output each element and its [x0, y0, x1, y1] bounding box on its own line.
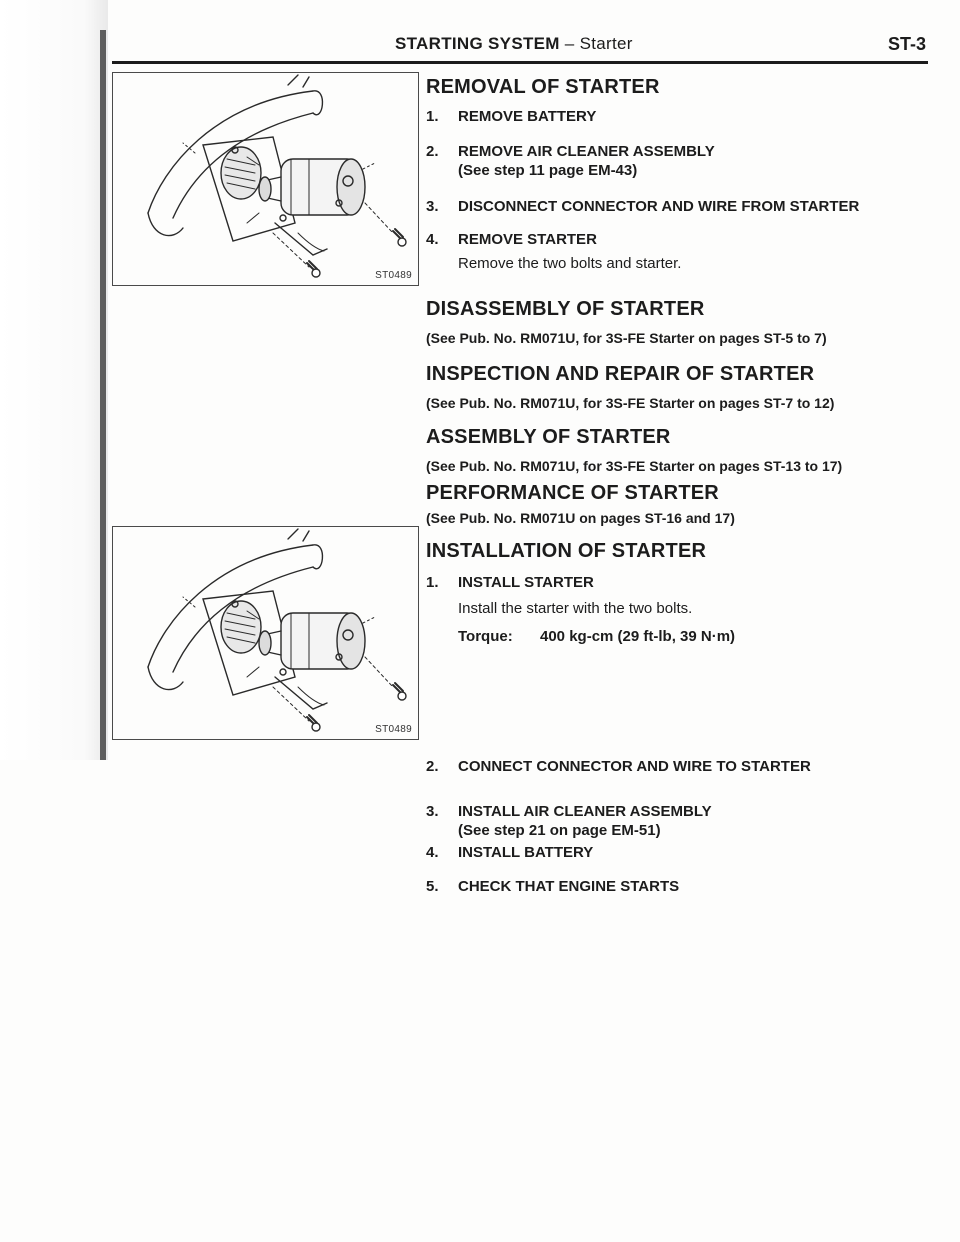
- install-step-1-detail: Install the starter with the two bolts.: [458, 600, 693, 617]
- heading-assembly: ASSEMBLY OF STARTER: [426, 426, 671, 448]
- heading-inspection: INSPECTION AND REPAIR OF STARTER: [426, 363, 815, 385]
- removal-step-2-note: (See step 11 page EM-43): [458, 162, 638, 179]
- removal-step-4: 4. REMOVE STARTER: [426, 231, 597, 248]
- install-step-1: 1. INSTALL STARTER: [426, 574, 594, 591]
- install-step-3: 3. INSTALL AIR CLEANER ASSEMBLY: [426, 803, 712, 820]
- install-step-2: 2. CONNECT CONNECTOR AND WIRE TO STARTER: [426, 758, 811, 775]
- heading-removal: REMOVAL OF STARTER: [426, 76, 660, 98]
- heading-installation: INSTALLATION OF STARTER: [426, 540, 707, 562]
- install-step-5: 5. CHECK THAT ENGINE STARTS: [426, 878, 680, 895]
- page-number: ST-3: [887, 34, 926, 54]
- ref-assembly: (See Pub. No. RM071U, for 3S-FE Starter on pages ST-13 to 17): [426, 458, 843, 474]
- figure-starter-installation: [112, 526, 419, 740]
- heading-performance: PERFORMANCE OF STARTER: [426, 482, 719, 504]
- removal-step-3: 3. DISCONNECT CONNECTOR AND WIRE FROM STARTER: [426, 198, 860, 215]
- header-rule: [112, 61, 928, 64]
- removal-step-2: 2. REMOVE AIR CLEANER ASSEMBLY: [426, 143, 715, 160]
- heading-disassembly: DISASSEMBLY OF STARTER: [426, 298, 705, 320]
- header-title: STARTING SYSTEM – Starter: [395, 34, 633, 53]
- ref-disassembly: (See Pub. No. RM071U, for 3S-FE Starter on pages ST-5 to 7): [426, 330, 827, 346]
- removal-step-4-detail: Remove the two bolts and starter.: [458, 255, 682, 272]
- ref-inspection: (See Pub. No. RM071U, for 3S-FE Starter on pages ST-7 to 12): [426, 395, 835, 411]
- page-binding-shadow: [0, 0, 108, 760]
- torque-spec: Torque: 400 kg-cm (29 ft-lb, 39 N·m): [458, 628, 736, 645]
- starter-illustration: [113, 527, 418, 739]
- figure-code: ST0489: [375, 270, 412, 281]
- binding-edge: [100, 30, 106, 760]
- page-header: [112, 30, 928, 64]
- starter-illustration: [113, 73, 418, 285]
- install-step-3-note: (See step 21 on page EM-51): [458, 822, 661, 839]
- figure-starter-removal: [112, 72, 419, 286]
- install-step-4: 4. INSTALL BATTERY: [426, 844, 594, 861]
- removal-step-1: 1. REMOVE BATTERY: [426, 108, 597, 125]
- figure-code: ST0489: [375, 724, 412, 735]
- ref-performance: (See Pub. No. RM071U on pages ST-16 and 17): [426, 510, 735, 526]
